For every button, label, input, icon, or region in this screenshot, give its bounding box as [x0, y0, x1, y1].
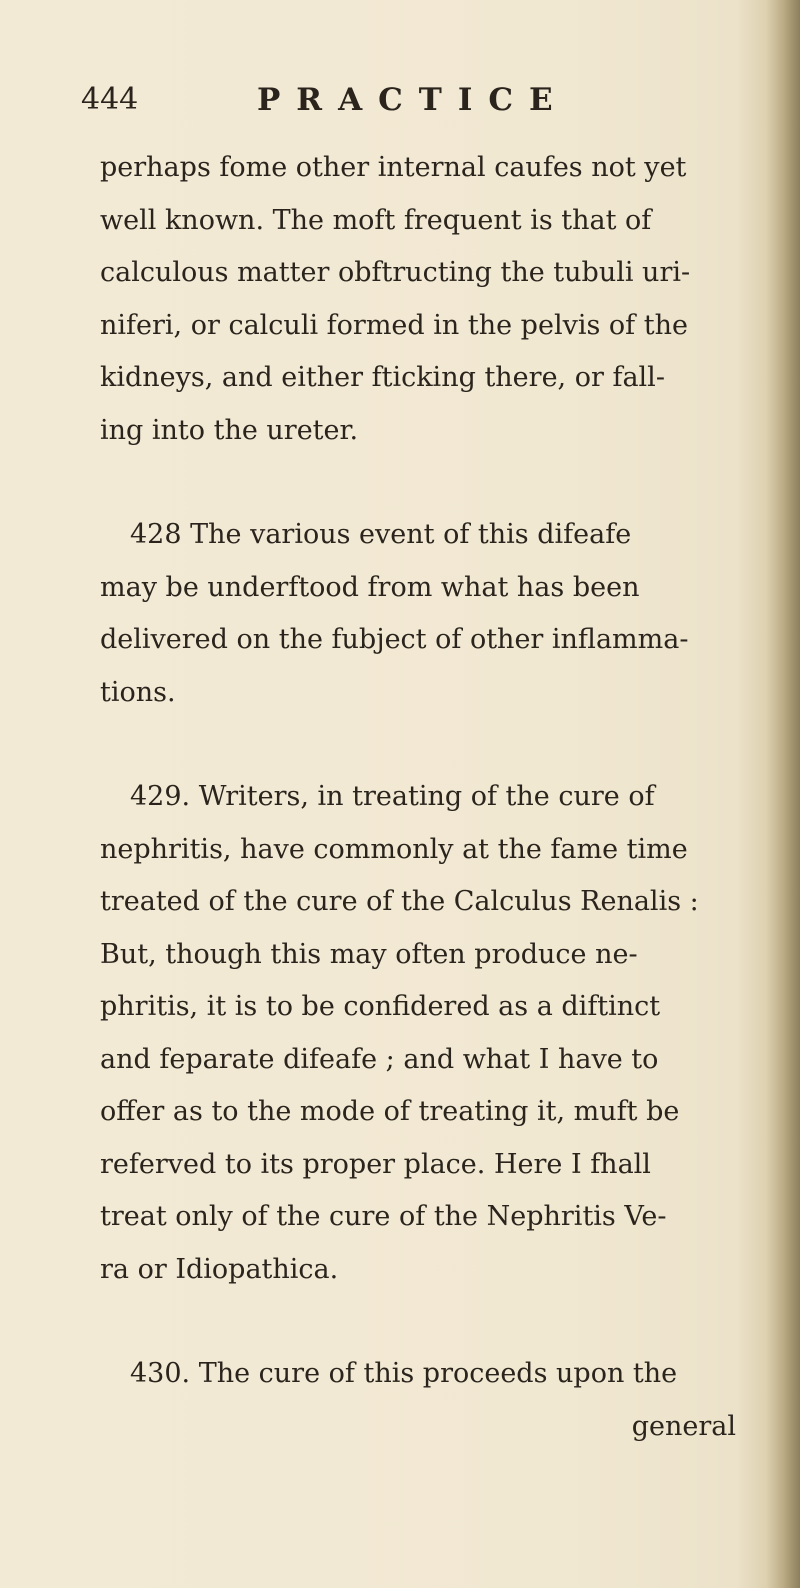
text-line: tions. — [100, 676, 176, 708]
text-line: 428 The various event of this difeafe — [130, 519, 632, 550]
text-line: and feparate difeafe ; and what I have to — [100, 1043, 659, 1075]
paragraph-427-continuation — [100, 142, 740, 457]
page-number: 444 — [81, 82, 139, 117]
page-edge-shadow — [766, 0, 800, 1588]
text-line: ing into the ureter. — [100, 414, 359, 446]
text-line: 430. The cure of this proceeds upon the — [130, 1358, 678, 1389]
paragraph-429 — [100, 771, 740, 1296]
text-line: ra or Idiopathica. — [100, 1253, 339, 1285]
text-line: perhaps fome other internal caufes not yet — [100, 152, 687, 183]
text-line: treat only of the cure of the Nephritis Ve- — [100, 1201, 667, 1232]
paragraph-gap — [100, 457, 740, 509]
paragraph-430 — [100, 1348, 740, 1401]
body-text — [100, 142, 740, 1453]
paragraph-gap — [100, 1296, 740, 1348]
text-line: offer as to the mode of treating it, muft be — [100, 1096, 680, 1127]
text-line: referved to its proper place. Here I fhall — [100, 1148, 651, 1180]
catchword: general — [631, 1410, 736, 1442]
paragraph-428 — [100, 509, 740, 719]
text-line: phritis, it is to be confidered as a diftinct — [100, 991, 661, 1022]
paragraph-gap — [100, 719, 740, 771]
text-line: niferi, or calculi formed in the pelvis of the — [100, 309, 688, 341]
text-line: kidneys, and either fticking there, or fall- — [100, 362, 665, 393]
text-line: nephritis, have commonly at the fame time — [100, 833, 688, 865]
running-title: PRACTICE — [257, 82, 569, 118]
text-line: may be underftood from what has been — [100, 571, 640, 603]
text-line: treated of the cure of the Calculus Renalis : — [100, 886, 699, 917]
text-line: calculous matter obftructing the tubuli uri- — [100, 257, 691, 288]
running-head — [81, 82, 681, 132]
text-line: well known. The moft frequent is that of — [100, 204, 652, 236]
text-line: But, though this may often produce ne- — [100, 938, 638, 970]
text-line: 429. Writers, in treating of the cure of — [130, 781, 655, 812]
text-line: delivered on the fubject of other inflamma- — [100, 624, 689, 655]
